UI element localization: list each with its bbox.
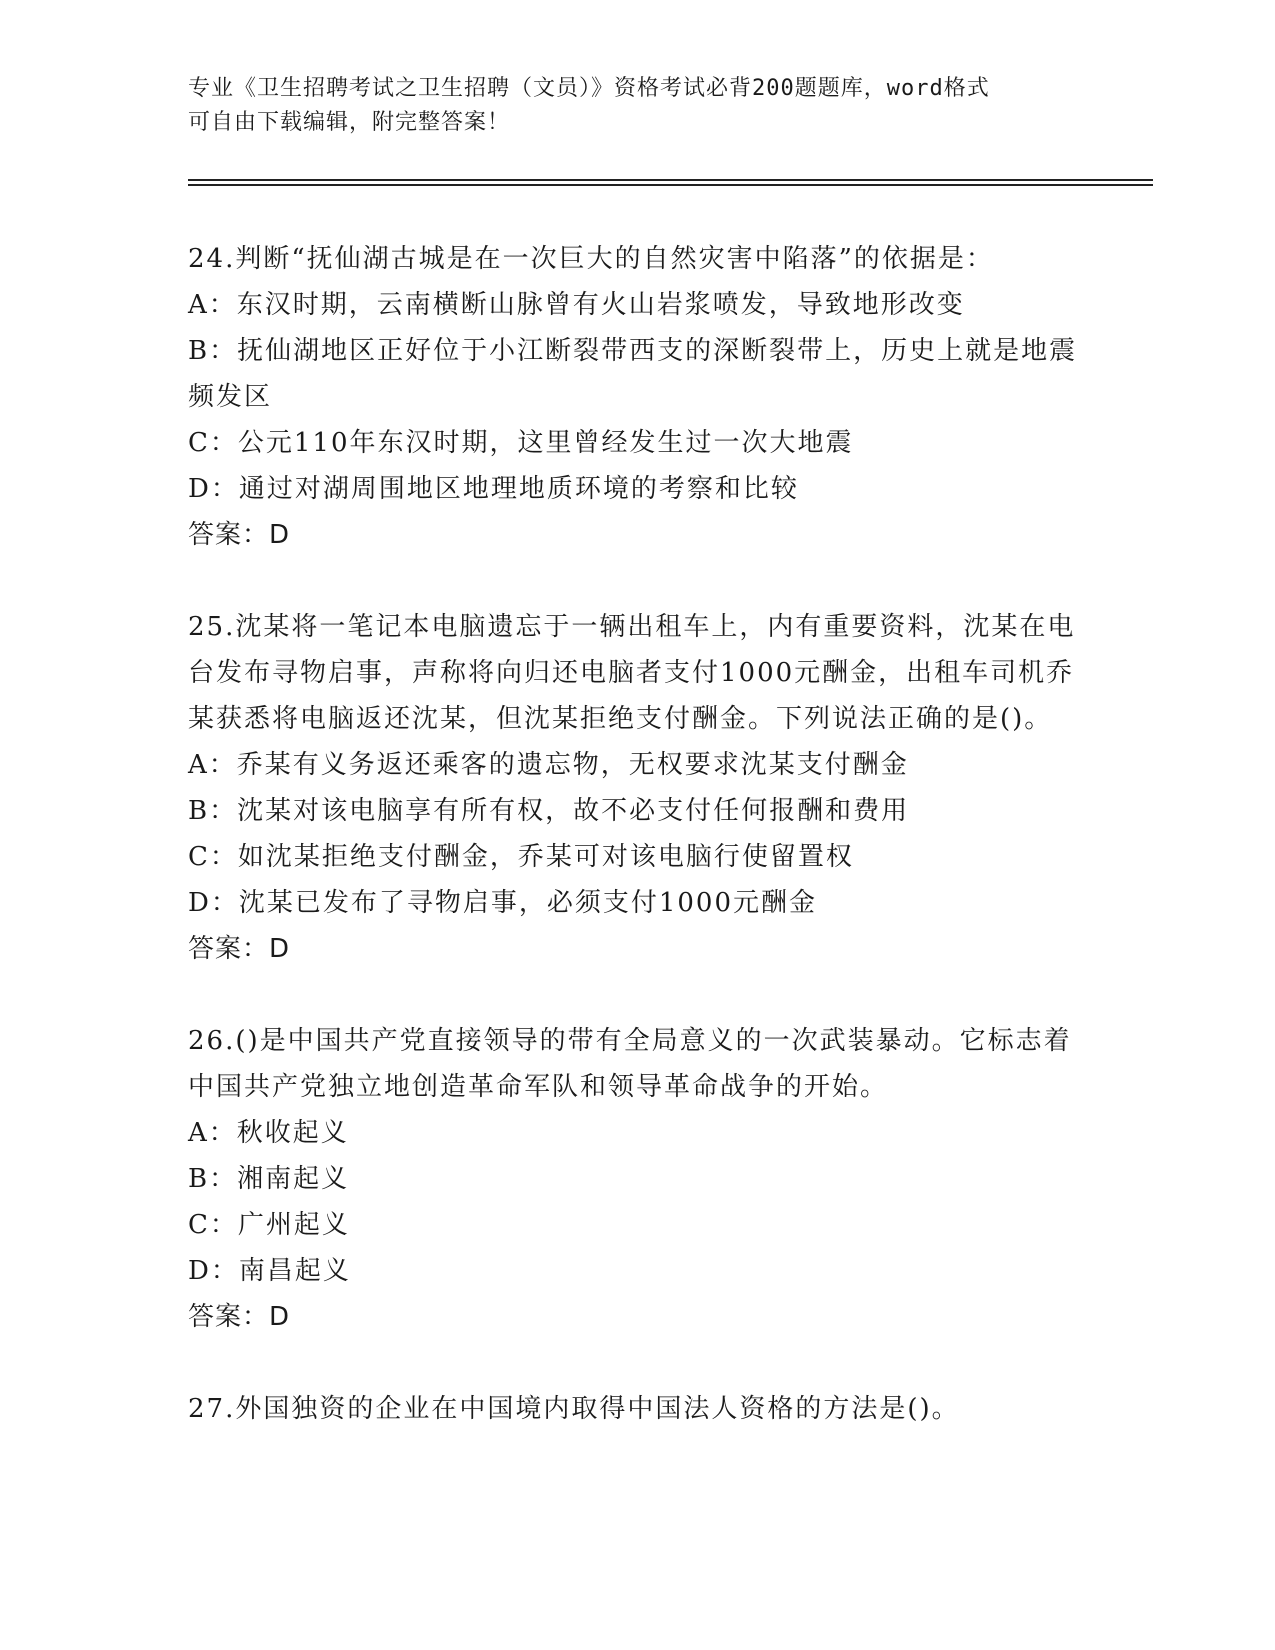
option-c: C：公元110年东汉时期，这里曾经发生过一次大地震 [188, 428, 854, 458]
header-line-2: 可自由下载编辑，附完整答案！ [188, 110, 511, 135]
header-divider-top [188, 179, 1153, 181]
question-list [188, 236, 1078, 1432]
question-24 [188, 236, 1078, 558]
question-27 [188, 1386, 1078, 1432]
option-c: C：广州起义 [188, 1210, 350, 1240]
spacer [188, 972, 1078, 1018]
question-text: 24.判断“抚仙湖古城是在一次巨大的自然灾害中陷落”的依据是： [188, 244, 994, 274]
question-26 [188, 1018, 1078, 1340]
question-text: 26.()是中国共产党直接领导的带有全局意义的一次武装暴动。它标志着中国共产党独立地创造革命军队和领导革命战争的开始。 [188, 1026, 1072, 1102]
answer: 答案：D [188, 520, 291, 550]
spacer [188, 558, 1078, 604]
option-d: D：通过对湖周围地区地理地质环境的考察和比较 [188, 474, 799, 504]
option-c: C：如沈某拒绝支付酬金，乔某可对该电脑行使留置权 [188, 842, 854, 872]
spacer [188, 1340, 1078, 1386]
option-b: B：沈某对该电脑享有所有权，故不必支付任何报酬和费用 [188, 796, 910, 826]
option-d: D：南昌起义 [188, 1256, 351, 1286]
answer: 答案：D [188, 934, 291, 964]
document-header [188, 72, 1068, 140]
option-a: A：秋收起义 [188, 1118, 349, 1148]
option-b: B：湘南起义 [188, 1164, 350, 1194]
question-text: 27.外国独资的企业在中国境内取得中国法人资格的方法是()。 [188, 1394, 960, 1424]
option-a: A：东汉时期，云南横断山脉曾有火山岩浆喷发，导致地形改变 [188, 290, 965, 320]
question-25 [188, 604, 1078, 972]
option-b: B：抚仙湖地区正好位于小江断裂带西支的深断裂带上，历史上就是地震频发区 [188, 336, 1078, 412]
option-a: A：乔某有义务返还乘客的遗忘物，无权要求沈某支付酬金 [188, 750, 909, 780]
question-text: 25.沈某将一笔记本电脑遗忘于一辆出租车上，内有重要资料，沈某在电台发布寻物启事，声称将向归还电脑者支付1000元酬金，出租车司机乔某获悉将电脑返还沈某，但沈某拒绝支付酬金。下列说法正确的是()。 [188, 612, 1076, 734]
header-divider-bottom [188, 184, 1153, 186]
option-d: D：沈某已发布了寻物启事，必须支付1000元酬金 [188, 888, 818, 918]
answer: 答案：D [188, 1302, 291, 1332]
header-line-1: 专业《卫生招聘考试之卫生招聘（文员）》资格考试必背200题题库，word格式 [188, 76, 990, 101]
